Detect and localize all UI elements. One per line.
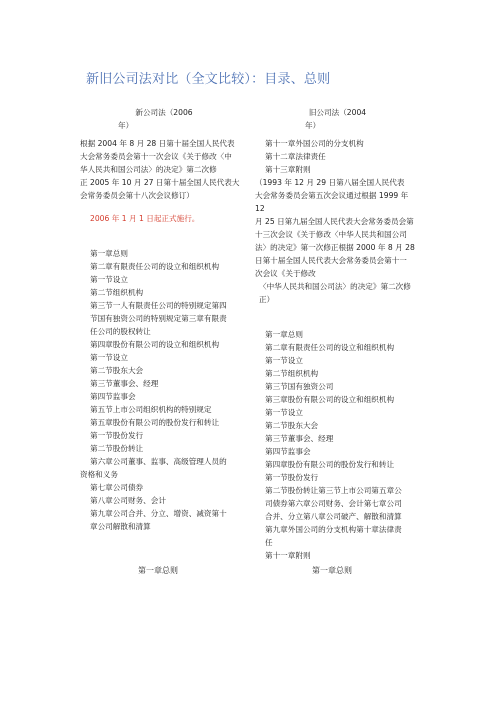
old-law-column (255, 106, 420, 562)
toc-item[interactable]: 第四节监事会 (265, 447, 311, 456)
toc-item[interactable]: 节国有独资公司的特别规定第三章有限责 (90, 314, 227, 323)
intro-line: 大会常务委员会第十一次会议《关于修改〈中 (80, 152, 232, 161)
old-law-top-chapters (255, 137, 420, 176)
page-title: 新旧公司法对比（全文比较）：目录、总则 (86, 72, 331, 87)
intro-line: 法〉的决定》第一次修正根据 2000 年 8 月 28 (255, 243, 415, 252)
toc-item[interactable]: 第九章公司合并、分立、增资、减资第十 (90, 509, 227, 518)
intro-line: 〈中华人民共和国公司法〉的决定》第二次修 (259, 282, 411, 291)
intro-line: 正 2005 年 10 月 27 日第十届全国人民代表大 (80, 178, 240, 187)
toc-item[interactable]: 第三章股份有限公司的设立和组织机构 (265, 395, 395, 404)
toc-item[interactable]: 第三节国有独资公司 (265, 382, 334, 391)
toc-item[interactable]: 任 (265, 538, 273, 547)
toc-item[interactable]: 第一节设立 (265, 356, 303, 365)
toc-item[interactable]: 第二章有限责任公司的设立和组织机构 (265, 343, 395, 352)
toc-item[interactable]: 第一节设立 (90, 275, 128, 284)
toc-item[interactable]: 第六章公司董事、监事、高级管理人员的 (90, 457, 227, 466)
toc-item[interactable]: 第二节股份转让 (90, 444, 144, 453)
new-law-toc-tail (80, 481, 248, 533)
new-law-header-line: 新公司法（2006 (135, 108, 193, 117)
toc-item[interactable]: 第二节股东大会 (265, 421, 319, 430)
intro-line: 日第十届全国人民代表大会常务委员会第十一 (255, 256, 407, 265)
new-law-column (80, 106, 248, 533)
intro-line: 大会常务委员会第五次会议通过根据 1999 年 12 (255, 191, 409, 213)
new-law-intro (80, 137, 248, 202)
toc-item[interactable]: 第十二章法律责任 (265, 152, 326, 161)
toc-item[interactable]: 第一节股份发行 (90, 431, 144, 440)
toc-item[interactable]: 第二节股东大会 (90, 366, 144, 375)
new-law-chapter-one-heading: 第一章总则 (138, 566, 178, 575)
toc-item[interactable]: 第二节组织机构 (265, 369, 319, 378)
old-law-chapter-one-heading: 第一章总则 (312, 566, 352, 575)
toc-item[interactable]: 第七章公司债券 (90, 483, 144, 492)
toc-item[interactable]: 第三节一人有限责任公司的特别规定第四 (90, 301, 227, 310)
toc-item[interactable]: 第二章有限责任公司的设立和组织机构 (90, 262, 220, 271)
effective-date-note: 2006 年 1 月 1 日起正式施行。 (90, 214, 200, 223)
old-law-intro (255, 176, 420, 280)
intro-line: 华人民共和国公司法〉的决定》第二次修 (80, 165, 217, 174)
toc-item[interactable]: 任公司的股权转让 (90, 327, 151, 336)
old-law-header-line: 年） (305, 121, 321, 130)
toc-item[interactable]: 章公司解散和清算 (90, 522, 151, 531)
intro-line: 正） (259, 295, 275, 304)
toc-item[interactable]: 第十三章附则 (265, 165, 311, 174)
toc-item[interactable]: 第一章总则 (90, 249, 128, 258)
intro-line: 月 25 日第九届全国人民代表大会常务委员会第 (255, 217, 414, 226)
toc-item[interactable]: 第二节组织机构 (90, 288, 144, 297)
old-law-header (255, 106, 420, 132)
intro-line: （1993 年 12 月 29 日第八届全国人民代表 (255, 178, 405, 187)
intro-line: 十三次会议《关于修改〈中华人民共和国公司 (255, 230, 407, 239)
old-law-intro-tail (255, 280, 420, 306)
toc-item[interactable]: 第五章股份有限公司的股份发行和转让 (90, 418, 220, 427)
toc-item[interactable]: 第五节上市公司组织机构的特别规定 (90, 405, 212, 414)
intro-line: 根据 2004 年 8 月 28 日第十届全国人民代表 (80, 139, 235, 148)
old-law-toc (255, 328, 420, 562)
toc-item[interactable]: 第二节股份转让第三节上市公司第五章公 (265, 486, 402, 495)
toc-item[interactable]: 第四章股份有限公司的股份发行和转让 (265, 460, 395, 469)
toc-item[interactable]: 第一节设立 (265, 408, 303, 417)
toc-item[interactable]: 第九章外国公司的分支机构第十章法律责 (265, 525, 402, 534)
toc-item[interactable]: 第一章总则 (265, 330, 303, 339)
toc-item[interactable]: 第一节设立 (90, 353, 128, 362)
intro-line: 次会议《关于修改 (255, 269, 316, 278)
toc-item[interactable]: 司债券第六章公司财务、会计第七章公司 (265, 499, 402, 508)
toc-item[interactable]: 第一节股份发行 (265, 473, 319, 482)
toc-item[interactable]: 第十一章附则 (265, 551, 311, 560)
toc-item-wrap: 资格和义务 (80, 470, 118, 479)
toc-item[interactable]: 第四节监事会 (90, 392, 136, 401)
toc-item[interactable]: 第三节董事会、经理 (90, 379, 159, 388)
toc-item[interactable]: 第十一章外国公司的分支机构 (265, 139, 364, 148)
new-law-header (80, 106, 248, 132)
toc-item[interactable]: 合并、分立第八章公司破产、解散和清算 (265, 512, 402, 521)
new-law-header-line: 年） (118, 121, 134, 130)
toc-item[interactable]: 第三节董事会、经理 (265, 434, 334, 443)
toc-item[interactable]: 第八章公司财务、会计 (90, 496, 166, 505)
toc-item[interactable]: 第四章股份有限公司的设立和组织机构 (90, 340, 220, 349)
intro-line: 会常务委员会第十八次会议修订） (80, 191, 194, 200)
old-law-header-line: 旧公司法（2004 (308, 108, 367, 117)
new-law-toc (80, 247, 248, 468)
